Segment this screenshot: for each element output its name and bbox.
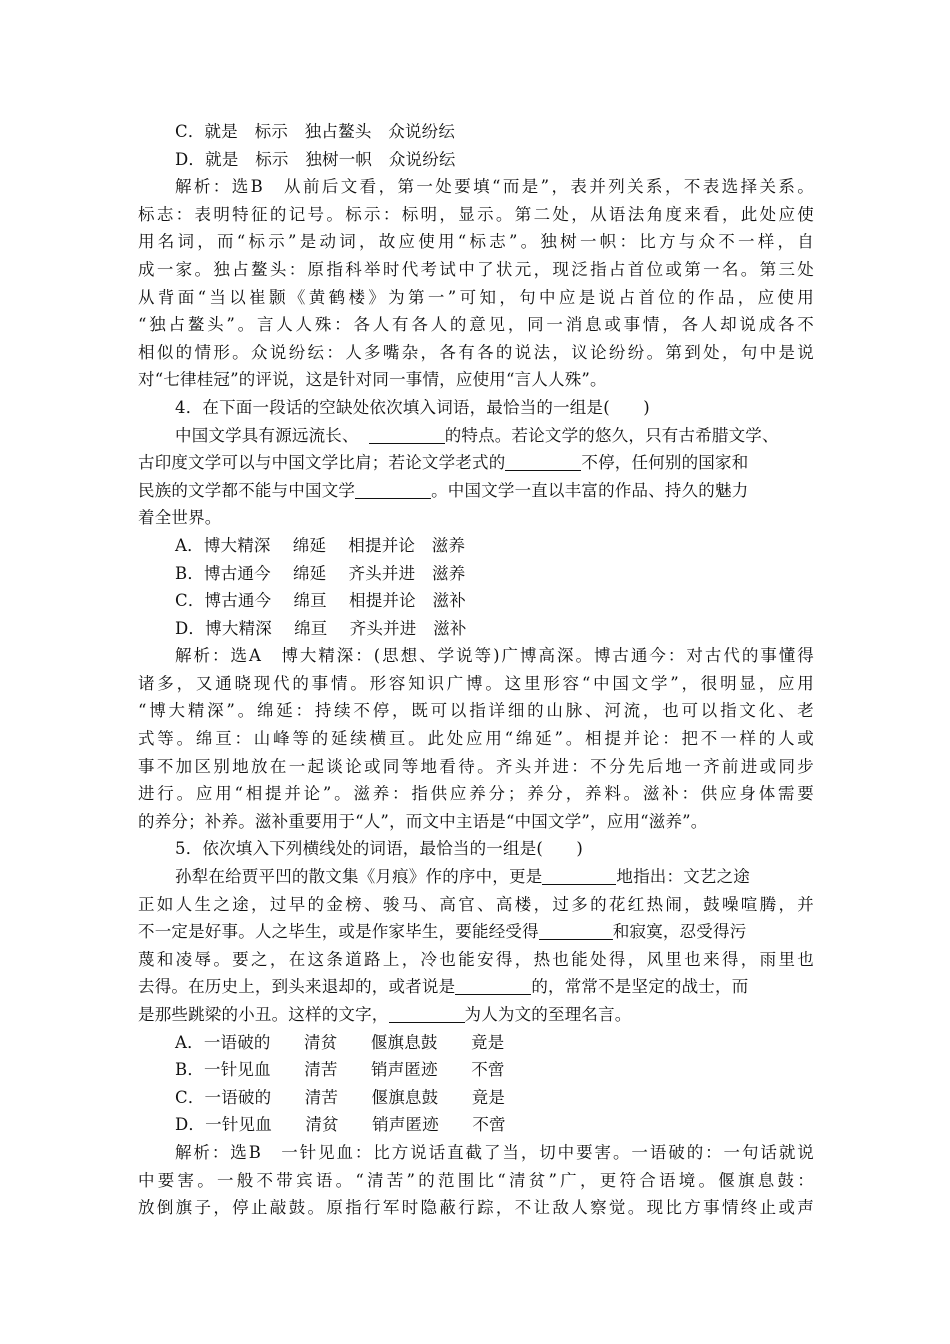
text-line: 对“七律桂冠”的评说，这是针对同一事情，应使用“言人人殊”。 <box>138 370 607 390</box>
document-page <box>138 118 814 1222</box>
text-line: “博大精深”。绵延：持续不停，既可以指详细的山脉、河流，也可以指文化、老 <box>138 701 814 721</box>
passage-line <box>138 863 814 891</box>
passage-line: 蔑和凌辱。要之，在这条道路上，冷也能安得，热也能处得，风里也来得，雨里也 <box>138 949 814 969</box>
text-line: 标志：表明特征的记号。标示：标明，显示。第二处，从语法角度来看，此处应使 <box>138 204 814 224</box>
text-line: 成一家。独占鳌头：原指科举时代考试中了状元，现泛指占首位或第一名。第三处 <box>138 259 814 279</box>
blank-1 <box>369 425 445 444</box>
text-line: “独占鳌头”。言人人殊：各人有各人的意见，同一消息或事情，各人却说成各不 <box>138 315 814 335</box>
passage-line: 着全世界。 <box>138 508 222 528</box>
blank-4 <box>389 1004 465 1023</box>
passage-line: 正如人生之途，过早的金榜、骏马、高官、高楼，过多的花红热闹，鼓噪喧腾，并 <box>138 894 814 914</box>
text-segment: 的特点。若论文学的悠久，只有古希腊文学、 <box>444 425 779 445</box>
passage-line <box>138 1001 814 1029</box>
text-line: 从背面“当以崔颢《黄鹤楼》为第一”可知，句中应是说占首位的作品，应使用 <box>138 287 814 307</box>
passage-line <box>138 918 814 946</box>
text-line: 的养分；补养。滋补重要用于“人”，而文中主语是“中国文学”，应用“滋养”。 <box>138 811 708 831</box>
option-d-q3: D．就是 标示 独树一帜 众说纷纭 <box>175 149 456 169</box>
text-segment: 去得。在历史上，到头来退却的，或者说是 <box>138 977 456 997</box>
text-line: 事不加区别地放在一起谈论或同等地看待。齐头并进：不分先后地一齐前进或同步 <box>138 756 814 776</box>
text-segment: 和寂寞，忍受得污 <box>612 922 747 942</box>
passage-line <box>138 449 814 477</box>
explanation-q3: 解析：选B 从前后文看，第一处要填“而是”，表并列关系，不表选择关系。 <box>175 177 814 197</box>
option-d-q5: D．一针见血 清贫 销声匿迹 不啻 <box>175 1115 506 1135</box>
text-line: 中要害。一般不带宾语。“清苦”的范围比“清贫”广，更符合语境。偃旗息鼓： <box>138 1170 814 1190</box>
text-segment: 古印度文学可以与中国文学比肩；若论文学老式的 <box>138 453 506 473</box>
explanation-q5: 解析：选B 一针见血：比方说话直截了当，切中要害。一语破的：一句话就说 <box>175 1142 814 1162</box>
passage-line <box>138 477 814 505</box>
text-line: 放倒旗子，停止敲鼓。原指行军时隐蔽行踪，不让敌人察觉。现比方事情终止或声 <box>138 1198 814 1218</box>
question-4: 4．在下面一段话的空缺处依次填入词语，最恰当的一组是( ) <box>175 397 650 417</box>
option-b-q5: B．一针见血 清苦 销声匿迹 不啻 <box>175 1060 505 1080</box>
option-c-q4: C．博古通今 绵亘 相提并论 滋补 <box>175 591 466 611</box>
text-segment: 的，常常不是坚定的战士，而 <box>531 977 749 997</box>
option-a-q4: A．博大精深 绵延 相提并论 滋养 <box>175 535 466 555</box>
question-5: 5．依次填入下列横线处的词语，最恰当的一组是( ) <box>175 839 584 859</box>
text-line: 式等。绵亘：山峰等的延续横亘。此处应用“绵延”。相提并论：把不一样的人或 <box>138 729 814 749</box>
blank-2 <box>505 452 581 471</box>
option-b-q4: B．博古通今 绵延 齐头并进 滋养 <box>175 563 466 583</box>
option-d-q4: D．博大精深 绵亘 齐头并进 滋补 <box>175 618 467 638</box>
option-c-q5: C．一语破的 清苦 偃旗息鼓 竟是 <box>175 1087 506 1107</box>
blank-1 <box>542 866 616 885</box>
text-segment: 孙犁在给贾平凹的散文集《月痕》作的序中，更是 <box>175 867 543 887</box>
text-line: 用名词，而“标示”是动词，故应使用“标志”。独树一帜：比方与众不一样，自 <box>138 232 814 252</box>
text-segment: 民族的文学都不能与中国文学 <box>138 480 356 500</box>
text-line: 进行。应用“相提并论”。滋养：指供应养分；养分，养料。滋补：供应身体需要 <box>138 784 814 804</box>
text-segment: 不一定是好事。人之毕生，或是作家毕生，要能经受得 <box>138 922 539 942</box>
text-line: 相似的情形。众说纷纭：人多嘴杂，各有各的说法，议论纷纷。第到处，句中是说 <box>138 342 814 362</box>
option-c-q3: C．就是 标示 独占鳌头 众说纷纭 <box>175 122 456 141</box>
text-segment: 中国文学具有源远流长、 <box>175 425 359 445</box>
text-segment: 不停，任何别的国家和 <box>581 453 749 473</box>
text-segment: 地指出：文艺之途 <box>616 867 751 887</box>
explanation-q4: 解析：选A 博大精深：(思想、学说等)广博高深。博古通今：对古代的事懂得 <box>175 646 814 666</box>
blank-2 <box>539 921 613 940</box>
blank-3 <box>455 976 531 995</box>
passage-line <box>138 422 814 450</box>
passage-line <box>138 973 814 1001</box>
text-segment: 。中国文学一直以丰富的作品、持久的魅力 <box>431 480 749 500</box>
text-segment: 为人为文的至理名言。 <box>464 1005 632 1024</box>
option-a-q5: A．一语破的 清贫 偃旗息鼓 竟是 <box>175 1032 505 1052</box>
blank-3 <box>355 480 431 499</box>
text-segment: 是那些跳梁的小丑。这样的文字， <box>138 1005 389 1024</box>
text-line: 诸多，又通晓现代的事情。形容知识广博。这里形容“中国文学”，很明显，应用 <box>138 673 814 693</box>
